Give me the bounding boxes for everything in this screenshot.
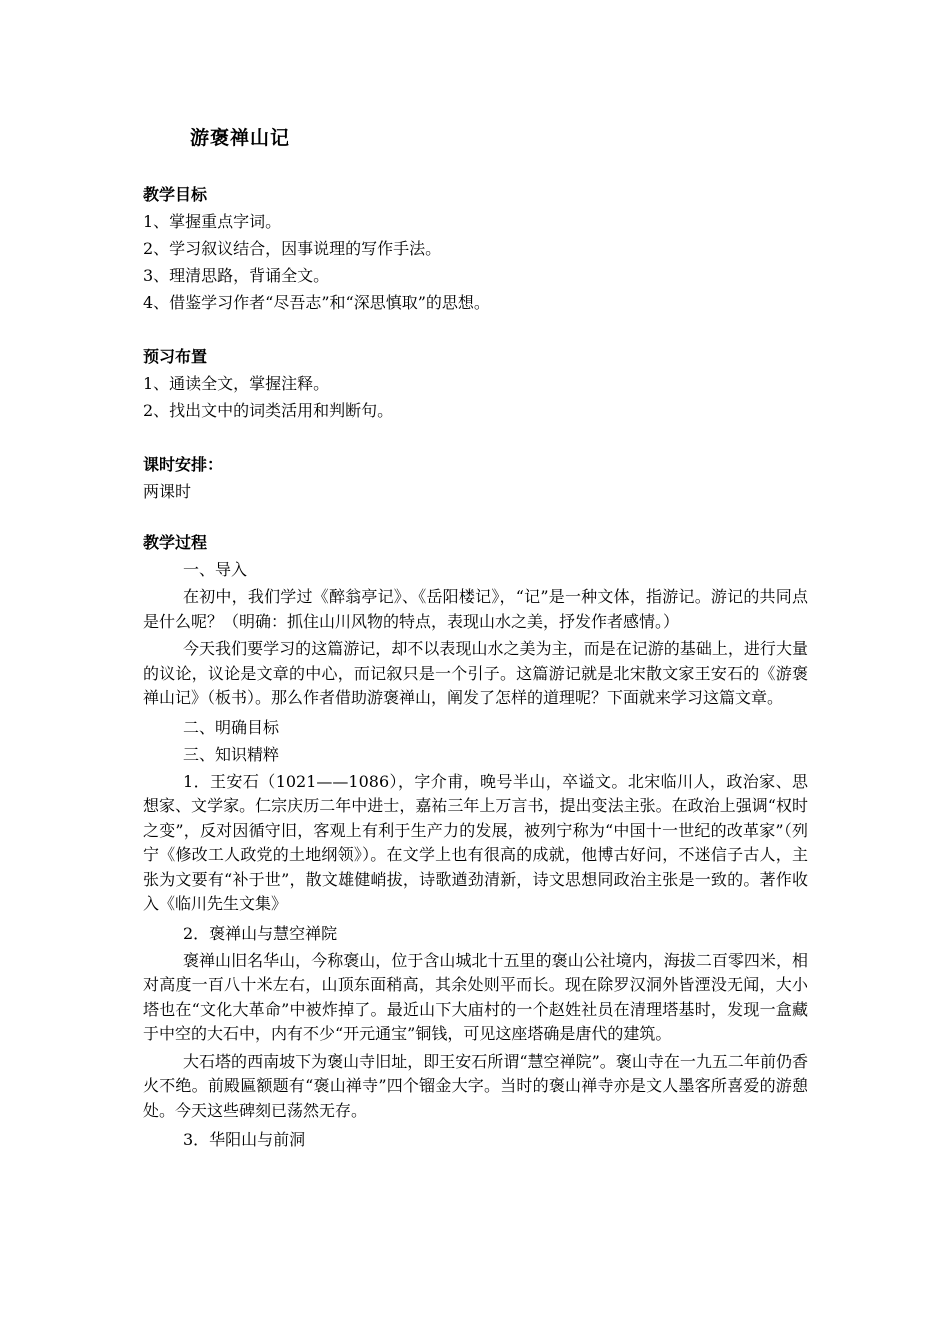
list-item: 1、掌握重点字词。 [143, 212, 282, 231]
paragraph: 今天我们要学习的这篇游记，却不以表现山水之美为主，而是在记游的基础上，进行大量的议论，议论是文章的中心，而记叙只是一个引子。这篇游记就是北宋散文家王安石的《游褒禅山记》（板书）。那么作者借助游褒禅山，阐发了怎样的道理呢？下面就来学习这篇文章。 [143, 639, 808, 707]
step-heading: 二、明确目标 [183, 717, 280, 737]
step-heading: 三、知识精粹 [183, 744, 280, 764]
document-title: 游褒禅山记 [190, 127, 291, 149]
section-heading: 预习布置 [143, 347, 208, 366]
section-heading: 教学过程 [143, 533, 208, 552]
subsection-heading: 3．华阳山与前洞 [183, 1130, 306, 1149]
document-body [143, 182, 808, 1153]
subsection-heading: 2．褒禅山与慧空禅院 [183, 923, 338, 943]
list-item: 1、通读全文，掌握注释。 [143, 374, 330, 393]
section-preview [143, 344, 808, 424]
section-heading: 课时安排： [143, 455, 224, 474]
list-item: 4、借鉴学习作者“尽吾志”和“深思慎取”的思想。 [143, 293, 490, 312]
list-item: 2、学习叙议结合，因事说理的写作手法。 [143, 239, 442, 258]
paragraph: 褒禅山旧名华山，今称褒山，位于含山城北十五里的褒山公社境内，海拔二百零四米，相对高度一百八十米左右，山顶东面稍高，其余处则平而长。现在除罗汉洞外皆湮没无闻，大小塔也在“文化大革命”中被炸掉了。最近山下大庙村的一个赵姓社员在清理塔基时，发现一盒藏于中空的大石中，内有不少“开元通宝”铜钱，可见这座塔确是唐代的建筑。 [143, 950, 808, 1043]
section-schedule [143, 452, 808, 505]
section-heading: 教学目标 [143, 185, 208, 204]
step-heading: 一、导入 [183, 560, 248, 579]
paragraph: 在初中，我们学过《醉翁亭记》、《岳阳楼记》，“记”是一种文体，指游记。游记的共同点是什么呢？（明确：抓住山川风物的特点，表现山水之美，抒发作者感情。） [143, 587, 808, 631]
schedule-text: 两课时 [143, 482, 192, 501]
paragraph: 大石塔的西南坡下为褒山寺旧址，即王安石所谓“慧空禅院”。褒山寺在一九五二年前仍香火不绝。前殿匾额题有“褒山禅寺”四个镏金大字。当时的褒山禅寺亦是文人墨客所喜爱的游憩处。今天这些碑刻已荡然无存。 [143, 1051, 808, 1120]
section-teaching-goals [143, 182, 808, 316]
list-item: 2、找出文中的词类活用和判断句。 [143, 401, 394, 420]
list-item: 3、理清思路，背诵全文。 [143, 266, 330, 285]
paragraph: 1．王安石（1021——1086），字介甫，晚号半山，卒谥文。北宋临川人，政治家、思想家、文学家。仁宗庆历二年中进士，嘉祐三年上万言书，提出变法主张。在政治上强调“权时之变”，反对因循守旧，客观上有利于生产力的发展，被列宁称为“中国十一世纪的改革家”（列宁《修改工人政党的土地纲领》）。在文学上也有很高的成就，他博古好问，不迷信子古人，主张为文要有“补于世”，散文雄健峭拔，诗歌遒劲清新，诗文思想同政治主张是一致的。著作收入《临川先生文集》 [143, 771, 808, 913]
section-process [143, 530, 808, 1153]
